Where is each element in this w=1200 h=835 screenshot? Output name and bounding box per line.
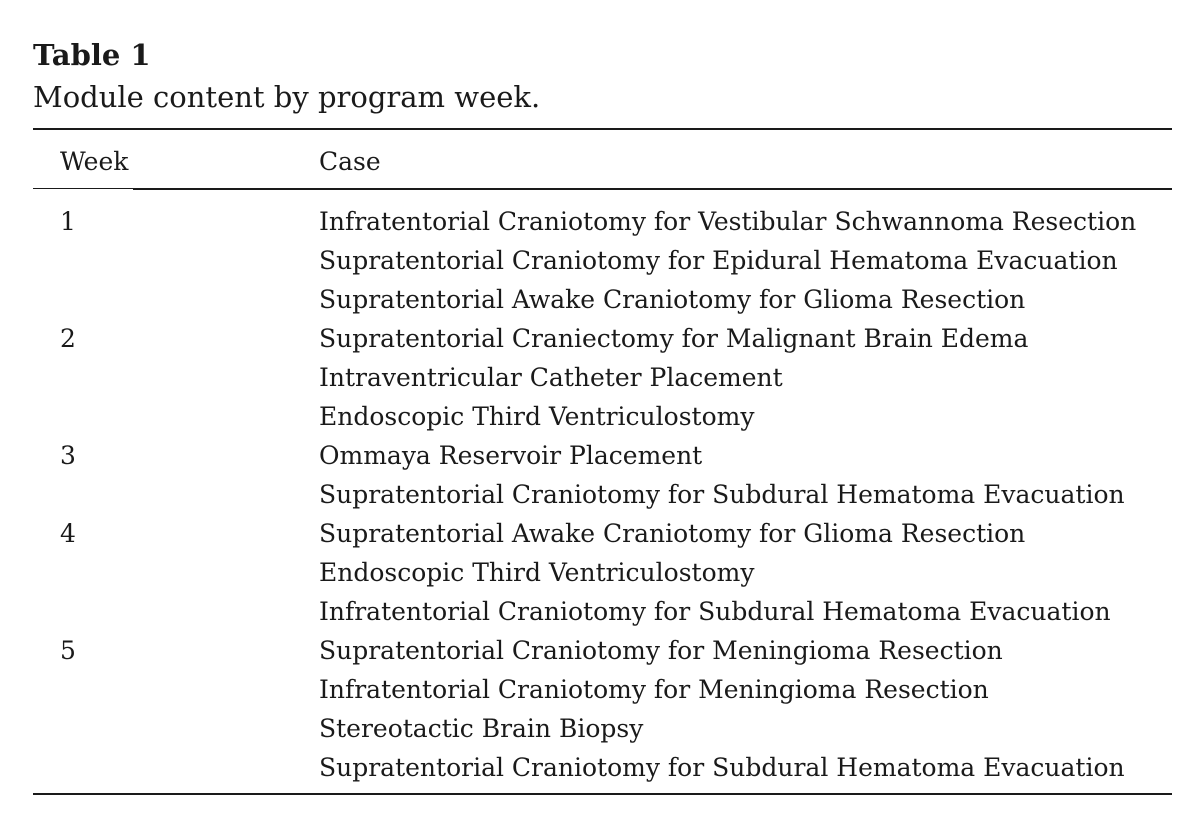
cell-case: Endoscopic Third Ventriculostomy — [319, 558, 755, 587]
table-row — [33, 436, 1172, 475]
cell-week: 4 — [60, 519, 76, 548]
cell-case: Supratentorial Craniotomy for Epidural Hematoma Evacuation — [319, 246, 1118, 275]
table-row — [33, 241, 1172, 280]
cell-week: 5 — [60, 636, 76, 665]
cell-case: Infratentorial Craniotomy for Vestibular Schwannoma Resection — [319, 207, 1137, 236]
table-header-rule-left — [33, 188, 133, 189]
cell-case: Stereotactic Brain Biopsy — [319, 714, 644, 743]
table-bottom-rule — [33, 793, 1172, 795]
table-row — [33, 202, 1172, 241]
cell-case: Infratentorial Craniotomy for Meningioma Resection — [319, 675, 989, 704]
table-row — [33, 553, 1172, 592]
cell-case: Intraventricular Catheter Placement — [319, 363, 783, 392]
table-top-rule — [33, 128, 1172, 130]
table-body — [33, 202, 1172, 787]
cell-case: Infratentorial Craniotomy for Subdural Hematoma Evacuation — [319, 597, 1111, 626]
table-header-rule-right — [133, 188, 1172, 190]
cell-case: Endoscopic Third Ventriculostomy — [319, 402, 755, 431]
table-caption: Module content by program week. — [33, 80, 541, 114]
cell-case: Supratentorial Craniotomy for Subdural Hematoma Evacuation — [319, 480, 1125, 509]
cell-case: Supratentorial Craniectomy for Malignant Brain Edema — [319, 324, 1029, 353]
table-row — [33, 670, 1172, 709]
cell-week: 1 — [60, 207, 76, 236]
table-row — [33, 358, 1172, 397]
table-row — [33, 397, 1172, 436]
cell-week: 3 — [60, 441, 76, 470]
cell-case: Supratentorial Awake Craniotomy for Glioma Resection — [319, 285, 1026, 314]
table-1 — [33, 34, 1172, 782]
cell-case: Supratentorial Craniotomy for Meningioma Resection — [319, 636, 1003, 665]
table-header-row — [33, 142, 1172, 182]
cell-case: Ommaya Reservoir Placement — [319, 441, 703, 470]
table-label: Table 1 — [33, 38, 151, 72]
table-row — [33, 280, 1172, 319]
table-row — [33, 319, 1172, 358]
table-row — [33, 631, 1172, 670]
header-week: Week — [60, 147, 129, 176]
table-row — [33, 475, 1172, 514]
header-case: Case — [319, 147, 381, 176]
cell-case: Supratentorial Awake Craniotomy for Glioma Resection — [319, 519, 1026, 548]
table-row — [33, 592, 1172, 631]
table-row — [33, 748, 1172, 787]
table-row — [33, 709, 1172, 748]
table-row — [33, 514, 1172, 553]
cell-week: 2 — [60, 324, 76, 353]
cell-case: Supratentorial Craniotomy for Subdural Hematoma Evacuation — [319, 753, 1125, 782]
